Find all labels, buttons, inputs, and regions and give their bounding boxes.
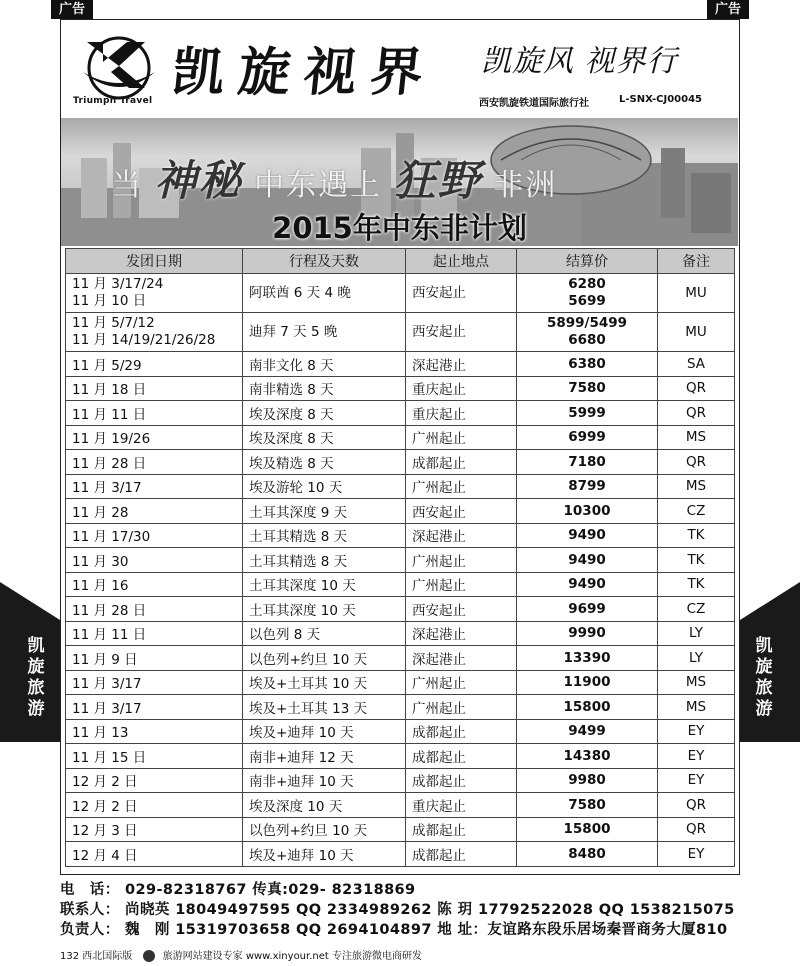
side-tab-left-label: 凯旋旅游: [27, 636, 45, 719]
cell-price-line: 15800: [563, 698, 611, 715]
cell-note: MS: [658, 425, 735, 450]
table-row: [66, 499, 735, 524]
table-row: [66, 474, 735, 499]
cell-price: [517, 744, 658, 769]
cell-price: [517, 548, 658, 573]
cell-date: [66, 621, 243, 646]
table-header-row: [66, 249, 735, 274]
cell-date: [66, 572, 243, 597]
col-header-date: 发团日期: [66, 249, 243, 274]
cell-price: [517, 499, 658, 524]
cell-price: [517, 817, 658, 842]
cell-date: [66, 744, 243, 769]
cell-route: 迪拜 7 天 5 晚: [243, 313, 406, 352]
ad-label-right: 广告: [707, 0, 749, 19]
cell-date: [66, 842, 243, 867]
cell-route: 以色列+约旦 10 天: [243, 817, 406, 842]
cell-price: [517, 621, 658, 646]
page-footer: [60, 947, 422, 962]
cell-departure: 深起港止: [406, 621, 517, 646]
cell-route: 南非精选 8 天: [243, 376, 406, 401]
table-row: [66, 817, 735, 842]
cell-departure: 重庆起止: [406, 401, 517, 426]
cell-departure: 深起港止: [406, 523, 517, 548]
page-number: 132 西北国际版: [60, 951, 133, 962]
cell-date: [66, 597, 243, 622]
cell-route: 阿联酋 6 天 4 晚: [243, 274, 406, 313]
cell-note: MU: [658, 313, 735, 352]
banner-word-mystery: 神秘: [154, 156, 243, 205]
cell-date: [66, 401, 243, 426]
cell-note: EY: [658, 842, 735, 867]
cell-price-line: 7180: [568, 453, 606, 470]
license-number: L-SNX-CJ00045: [619, 94, 702, 105]
cell-price-line: 7580: [568, 380, 606, 397]
cell-date: [66, 274, 243, 313]
cell-departure: 重庆起止: [406, 376, 517, 401]
cell-price-line: 9490: [568, 527, 606, 544]
cell-date: [66, 793, 243, 818]
col-header-note: 备注: [658, 249, 735, 274]
cell-price-line: 9990: [568, 625, 606, 642]
cell-price-line: 9499: [568, 723, 606, 740]
cell-price: [517, 376, 658, 401]
cell-date-line: 11 月 17/30: [72, 529, 151, 546]
cell-departure: 广州起止: [406, 425, 517, 450]
cell-date: [66, 499, 243, 524]
cell-route: 埃及+迪拜 10 天: [243, 719, 406, 744]
cell-price: [517, 572, 658, 597]
advert-header: [61, 20, 738, 119]
cell-departure: 广州起止: [406, 548, 517, 573]
cell-price-line: 5899/5499: [546, 315, 628, 331]
cell-route: 埃及+迪拜 10 天: [243, 842, 406, 867]
cell-date-line: 11 月 3/17: [72, 700, 142, 717]
brand-slogan: 凯旋风 视界行: [481, 44, 678, 79]
logo-subtitle: Triumph Travel: [73, 96, 153, 106]
banner-suffix: 非洲: [493, 168, 558, 203]
brand-name: 凯旋视界: [169, 42, 440, 103]
cell-note: MS: [658, 695, 735, 720]
cell-note: EY: [658, 719, 735, 744]
cell-route: 埃及深度 10 天: [243, 793, 406, 818]
cell-date-line: 11 月 15 日: [72, 749, 147, 766]
cell-date-line: 11 月 11 日: [72, 627, 147, 644]
cell-price: [517, 842, 658, 867]
cell-date-line: 11 月 5/7/12: [72, 315, 155, 331]
cell-note: QR: [658, 376, 735, 401]
banner-slogan: [111, 148, 557, 208]
cell-price-line: 11900: [563, 674, 611, 691]
table-row: [66, 621, 735, 646]
cell-price-line: 8480: [568, 845, 606, 862]
cell-price: [517, 768, 658, 793]
cell-route: 埃及深度 8 天: [243, 401, 406, 426]
cell-price-line: 9699: [568, 600, 606, 617]
cell-note: EY: [658, 744, 735, 769]
cell-date-line: 11 月 28 日: [72, 602, 147, 619]
cell-date-line: 11 月 9 日: [72, 651, 138, 668]
cell-route: 土耳其深度 10 天: [243, 597, 406, 622]
cell-route: 土耳其深度 10 天: [243, 572, 406, 597]
cell-departure: 成都起止: [406, 450, 517, 475]
table-row: [66, 572, 735, 597]
cell-departure: 重庆起止: [406, 793, 517, 818]
advert-frame: [60, 19, 740, 875]
company-logo-icon: [79, 32, 159, 102]
cell-route: 以色列 8 天: [243, 621, 406, 646]
manager-address-line: 负责人： 魏 刚 15319703658 QQ 2694104897 地 址：友谊路东段乐居场秦晋商务大厦810: [60, 922, 728, 938]
cell-route: 以色列+约旦 10 天: [243, 646, 406, 671]
cell-date-line: 11 月 5/29: [72, 357, 142, 374]
cell-price-line: 5999: [568, 404, 606, 421]
banner-middle: 中东遇上: [254, 168, 383, 203]
cell-note: QR: [658, 793, 735, 818]
cell-note: TK: [658, 548, 735, 573]
table-row: [66, 768, 735, 793]
table-row: [66, 719, 735, 744]
cell-date-line: 11 月 3/17: [72, 676, 142, 693]
table-row: [66, 313, 735, 352]
cell-date-line: 11 月 16: [72, 578, 129, 595]
cell-price: [517, 352, 658, 377]
table-row: [66, 597, 735, 622]
table-row: [66, 646, 735, 671]
table-row: [66, 744, 735, 769]
cell-departure: 西安起止: [406, 274, 517, 313]
table-row: [66, 548, 735, 573]
cell-date: [66, 474, 243, 499]
cell-date: [66, 768, 243, 793]
cell-price: [517, 274, 658, 313]
cell-date: [66, 719, 243, 744]
cell-price: [517, 450, 658, 475]
cell-date-line: 12 月 2 日: [72, 774, 138, 791]
cell-date-line: 12 月 2 日: [72, 798, 138, 815]
cell-departure: 广州起止: [406, 695, 517, 720]
cell-note: CZ: [658, 499, 735, 524]
company-name: 西安凯旋铁道国际旅行社: [479, 98, 589, 109]
contact-block: [60, 880, 735, 940]
cell-note: MS: [658, 474, 735, 499]
cell-departure: 深起港止: [406, 646, 517, 671]
cell-price: [517, 670, 658, 695]
cell-price-line: 6680: [568, 332, 606, 348]
cell-date-line: 11 月 10 日: [72, 293, 147, 309]
cell-date-line: 11 月 3/17: [72, 480, 142, 497]
cell-date: [66, 646, 243, 671]
cell-note: TK: [658, 572, 735, 597]
cell-date-line: 11 月 19/26: [72, 431, 151, 448]
cell-price-line: 6280: [568, 276, 606, 292]
cell-price-line: 5699: [568, 293, 606, 309]
cell-note: LY: [658, 646, 735, 671]
cell-price-line: 9490: [568, 551, 606, 568]
col-header-departure: 起止地点: [406, 249, 517, 274]
cell-date-line: 11 月 30: [72, 553, 129, 570]
table-row: [66, 376, 735, 401]
cell-price: [517, 523, 658, 548]
cell-date-line: 11 月 11 日: [72, 406, 147, 423]
tour-schedule-table: [65, 248, 735, 867]
cell-date-line: 11 月 14/19/21/26/28: [72, 332, 216, 348]
cell-date: [66, 425, 243, 450]
cell-price-line: 6999: [568, 429, 606, 446]
cell-route: 土耳其精选 8 天: [243, 548, 406, 573]
cell-price: [517, 719, 658, 744]
cell-date-line: 11 月 28: [72, 504, 129, 521]
cell-departure: 广州起止: [406, 670, 517, 695]
side-tab-left: [0, 582, 60, 742]
cell-note: CZ: [658, 597, 735, 622]
cell-route: 南非+迪拜 10 天: [243, 768, 406, 793]
col-header-route: 行程及天数: [243, 249, 406, 274]
contact-person-line: 联系人： 尚晓英 18049497595 QQ 2334989262 陈 玥 17792522028 QQ 1538215075: [60, 902, 735, 918]
cell-note: MS: [658, 670, 735, 695]
cell-date: [66, 313, 243, 352]
footer-text: 旅游网站建设专家 www.xinyour.net 专注旅游微电商研发: [162, 951, 422, 962]
cell-departure: 广州起止: [406, 572, 517, 597]
cell-note: MU: [658, 274, 735, 313]
banner-prefix: 当: [111, 168, 143, 203]
ad-label-left: 广告: [51, 0, 93, 19]
banner-word-wild: 狂野: [393, 156, 482, 205]
table-row: [66, 425, 735, 450]
cell-date-line: 11 月 13: [72, 725, 129, 742]
table-row: [66, 793, 735, 818]
cell-price-line: 10300: [563, 502, 611, 519]
cell-date: [66, 695, 243, 720]
cell-price: [517, 646, 658, 671]
table-row: [66, 450, 735, 475]
cell-date: [66, 670, 243, 695]
cell-route: 土耳其精选 8 天: [243, 523, 406, 548]
table-body: [66, 274, 735, 867]
phone-fax-line: 电 话： 029-82318767 传真:029- 82318869: [60, 882, 416, 898]
cell-route: 埃及深度 8 天: [243, 425, 406, 450]
table-row: [66, 842, 735, 867]
cell-departure: 广州起止: [406, 474, 517, 499]
cell-price: [517, 597, 658, 622]
col-header-price: 结算价: [517, 249, 658, 274]
cell-note: SA: [658, 352, 735, 377]
cell-date: [66, 352, 243, 377]
cell-date-line: 11 月 3/17/24: [72, 276, 164, 292]
cell-date: [66, 450, 243, 475]
cell-price: [517, 313, 658, 352]
cell-departure: 成都起止: [406, 842, 517, 867]
cell-note: QR: [658, 450, 735, 475]
cell-departure: 西安起止: [406, 597, 517, 622]
cell-price: [517, 474, 658, 499]
cell-price-line: 6380: [568, 355, 606, 372]
cell-note: LY: [658, 621, 735, 646]
cell-price-line: 9490: [568, 576, 606, 593]
table-row: [66, 523, 735, 548]
cell-departure: 成都起止: [406, 719, 517, 744]
cell-price-line: 8799: [568, 478, 606, 495]
cell-departure: 西安起止: [406, 499, 517, 524]
cell-price-line: 9980: [568, 772, 606, 789]
cell-price: [517, 425, 658, 450]
cell-route: 南非文化 8 天: [243, 352, 406, 377]
cell-note: EY: [658, 768, 735, 793]
cell-departure: 成都起止: [406, 768, 517, 793]
cell-price-line: 14380: [563, 747, 611, 764]
cell-price-line: 15800: [563, 821, 611, 838]
banner: [61, 118, 738, 246]
cell-price: [517, 695, 658, 720]
cell-route: 埃及游轮 10 天: [243, 474, 406, 499]
cell-date: [66, 523, 243, 548]
cell-route: 土耳其深度 9 天: [243, 499, 406, 524]
cell-date: [66, 548, 243, 573]
cell-departure: 深起港止: [406, 352, 517, 377]
cell-date: [66, 376, 243, 401]
plan-title: 2015年中东非计划: [272, 211, 527, 245]
side-tab-right: [740, 582, 800, 742]
cell-date-line: 11 月 28 日: [72, 455, 147, 472]
cell-route: 埃及+土耳其 10 天: [243, 670, 406, 695]
cell-note: TK: [658, 523, 735, 548]
cell-date-line: 11 月 18 日: [72, 382, 147, 399]
cell-price: [517, 401, 658, 426]
side-tab-right-label: 凯旋旅游: [755, 636, 773, 719]
table-row: [66, 401, 735, 426]
cell-departure: 成都起止: [406, 817, 517, 842]
cell-route: 埃及+土耳其 13 天: [243, 695, 406, 720]
table-row: [66, 352, 735, 377]
cell-date-line: 12 月 3 日: [72, 823, 138, 840]
cell-departure: 西安起止: [406, 313, 517, 352]
cell-note: QR: [658, 817, 735, 842]
cell-departure: 成都起止: [406, 744, 517, 769]
cell-price: [517, 793, 658, 818]
cell-note: QR: [658, 401, 735, 426]
cell-price-line: 13390: [563, 649, 611, 666]
cell-route: 埃及精选 8 天: [243, 450, 406, 475]
table-row: [66, 670, 735, 695]
cell-date: [66, 817, 243, 842]
table-row: [66, 695, 735, 720]
cell-route: 南非+迪拜 12 天: [243, 744, 406, 769]
cell-price-line: 7580: [568, 796, 606, 813]
table-row: [66, 274, 735, 313]
footer-logo-icon: [143, 950, 155, 962]
cell-date-line: 12 月 4 日: [72, 847, 138, 864]
